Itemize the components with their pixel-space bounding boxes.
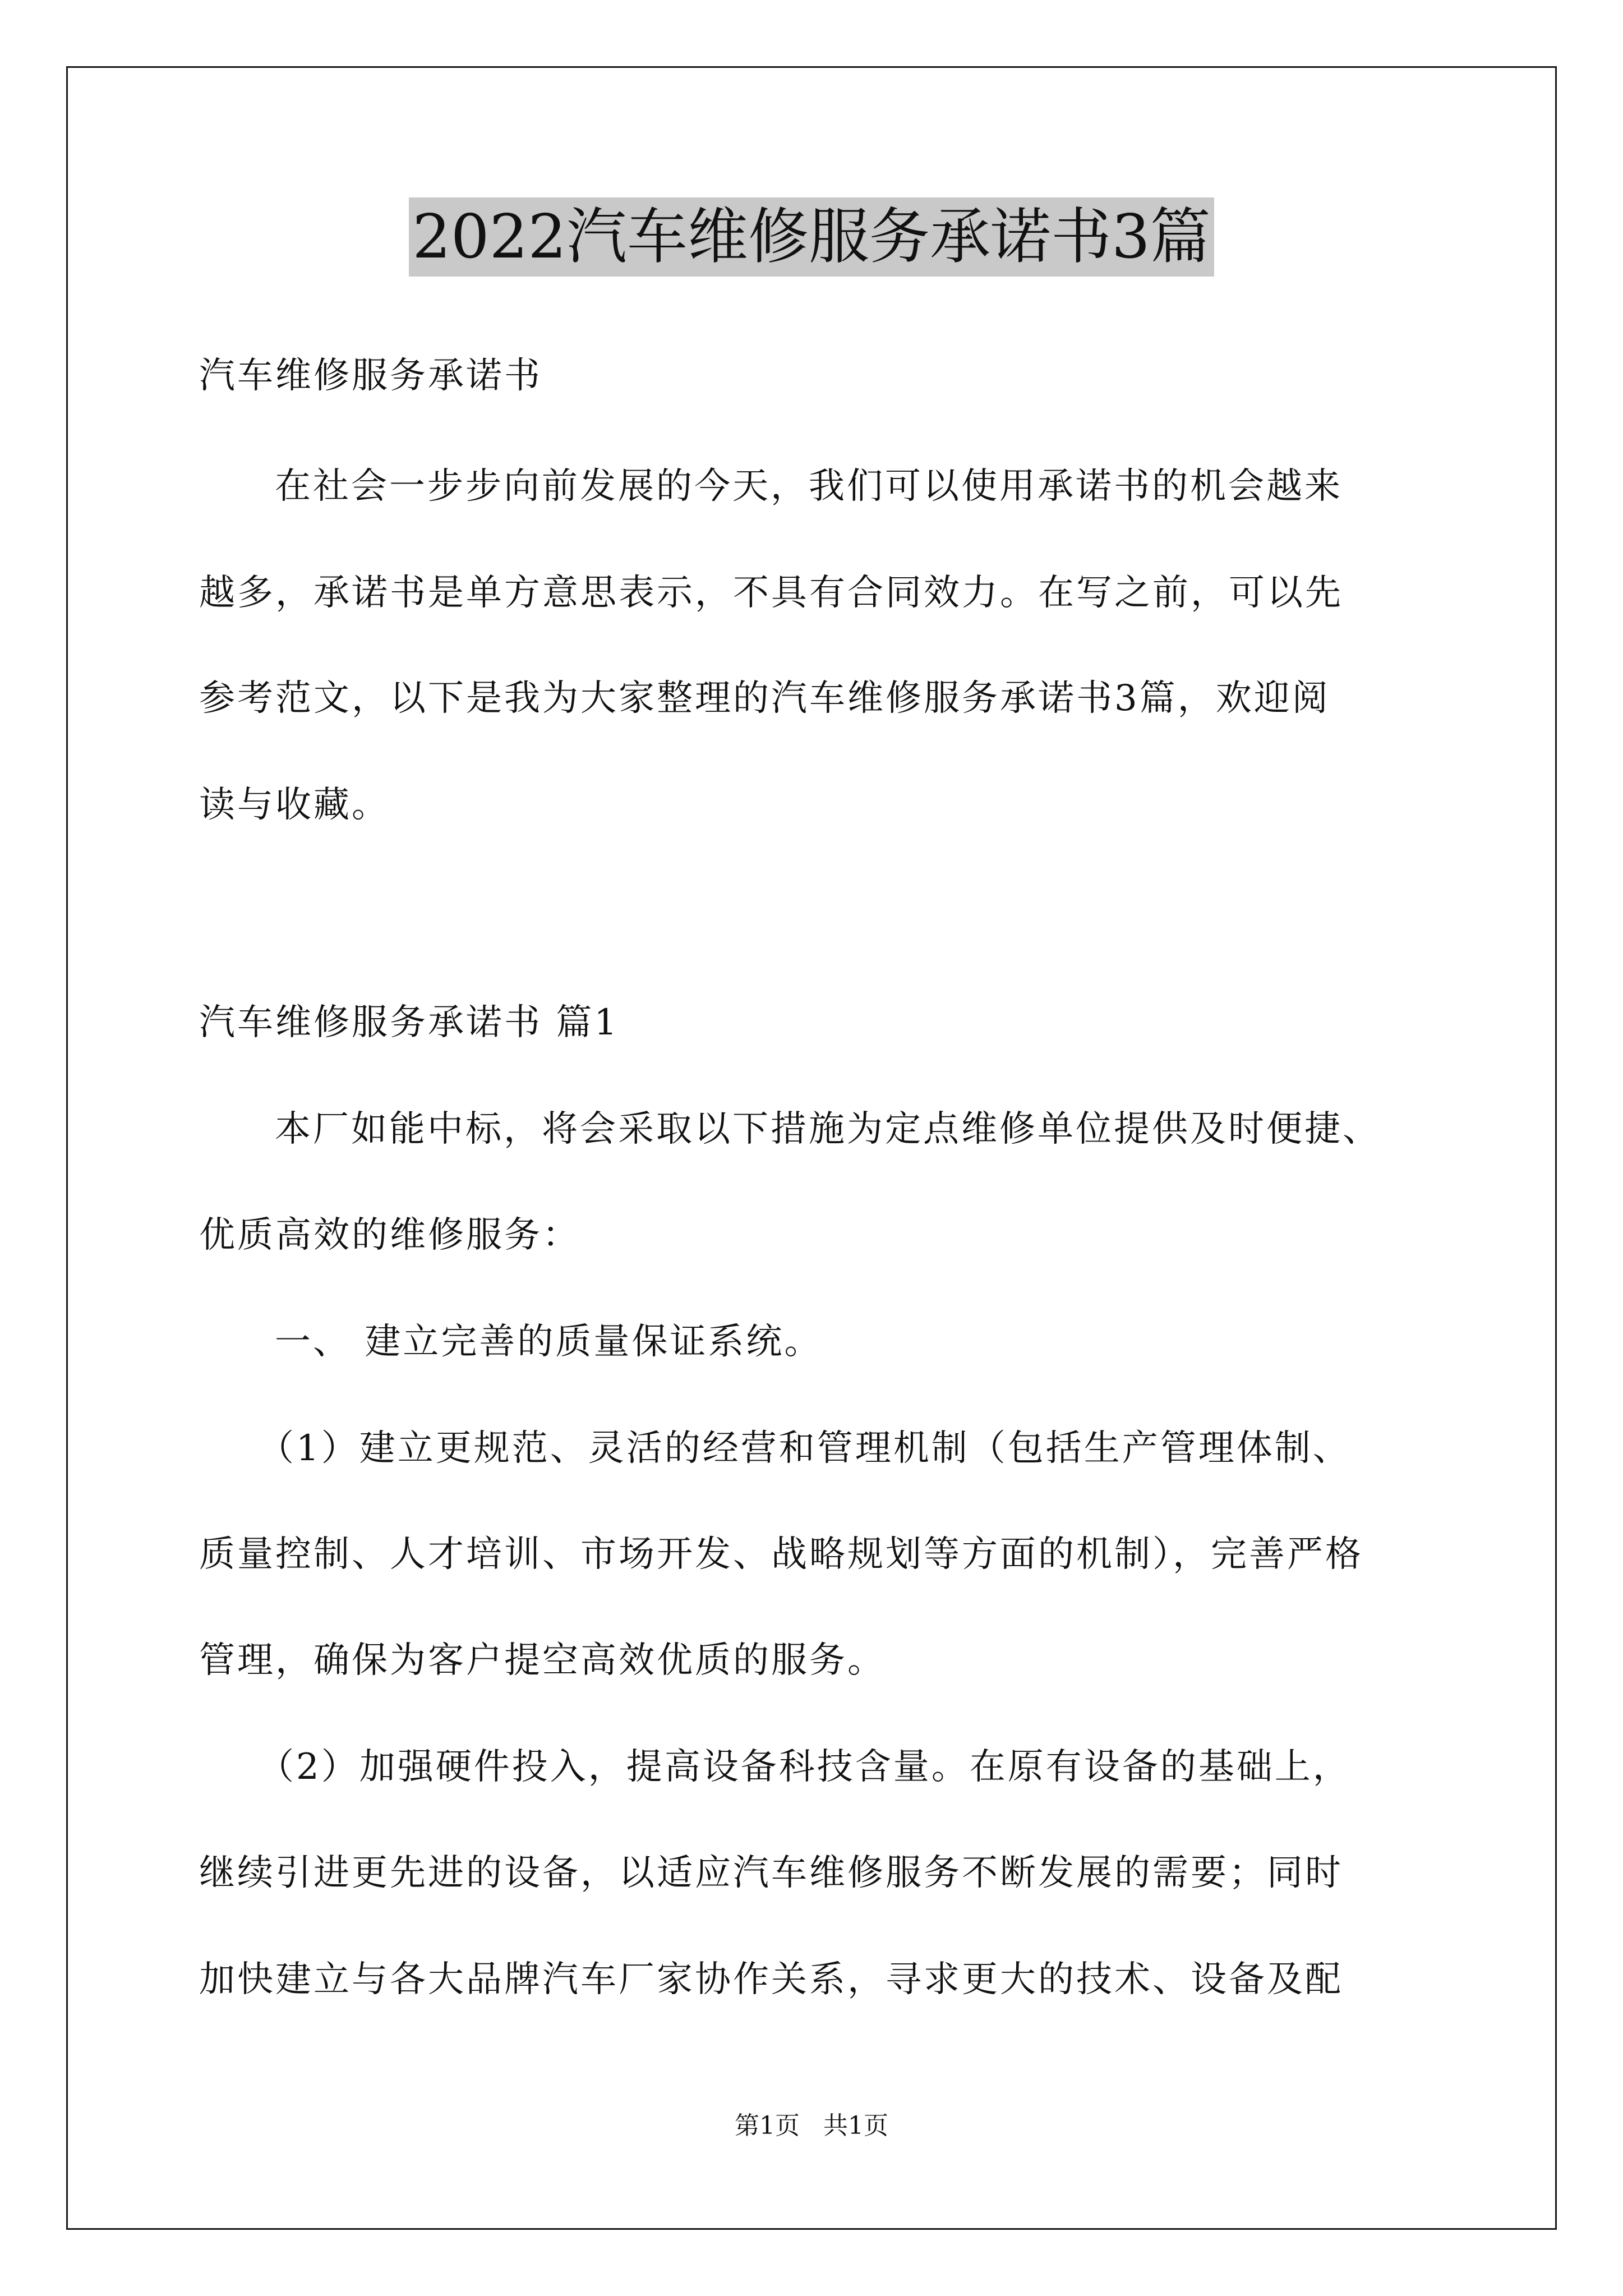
paragraph-line: 越多，承诺书是单方意思表示，不具有合同效力。在写之前，可以先 (199, 572, 1343, 614)
page-footer: 第1页 共1页 (735, 2111, 888, 2140)
section-heading: 汽车维修服务承诺书 (199, 355, 542, 397)
paragraph-line: 在社会一步步向前发展的今天，我们可以使用承诺书的机会越来 (275, 466, 1343, 507)
paragraph-line: 质量控制、人才培训、市场开发、战略规划等方面的机制），完善严格 (199, 1534, 1363, 1575)
paragraph-line: 管理，确保为客户提空高效优质的服务。 (199, 1640, 886, 1681)
paragraph-line: 读与收藏。 (199, 784, 390, 826)
paragraph-line: 优质高效的维修服务： (199, 1214, 580, 1256)
paragraph-line: 继续引进更先进的设备，以适应汽车维修服务不断发展的需要；同时 (199, 1852, 1343, 1894)
paragraph-line: 本厂如能中标，将会采取以下措施为定点维修单位提供及时便捷、 (275, 1108, 1381, 1150)
list-item: 一、 建立完善的质量保证系统。 (275, 1321, 823, 1363)
section-heading: 汽车维修服务承诺书 篇1 (199, 1002, 620, 1043)
paragraph-line: （2）加强硬件投入，提高设备科技含量。在原有设备的基础上， (258, 1746, 1351, 1788)
paragraph-line: （1）建立更规范、灵活的经营和管理机制（包括生产管理体制、 (258, 1428, 1351, 1469)
paragraph-line: 加快建立与各大品牌汽车厂家协作关系，寻求更大的技术、设备及配 (199, 1959, 1343, 2000)
document-title: 2022汽车维修服务承诺书3篇 (0, 195, 1623, 279)
paragraph-line: 参考范文，以下是我为大家整理的汽车维修服务承诺书3篇，欢迎阅 (199, 678, 1330, 719)
